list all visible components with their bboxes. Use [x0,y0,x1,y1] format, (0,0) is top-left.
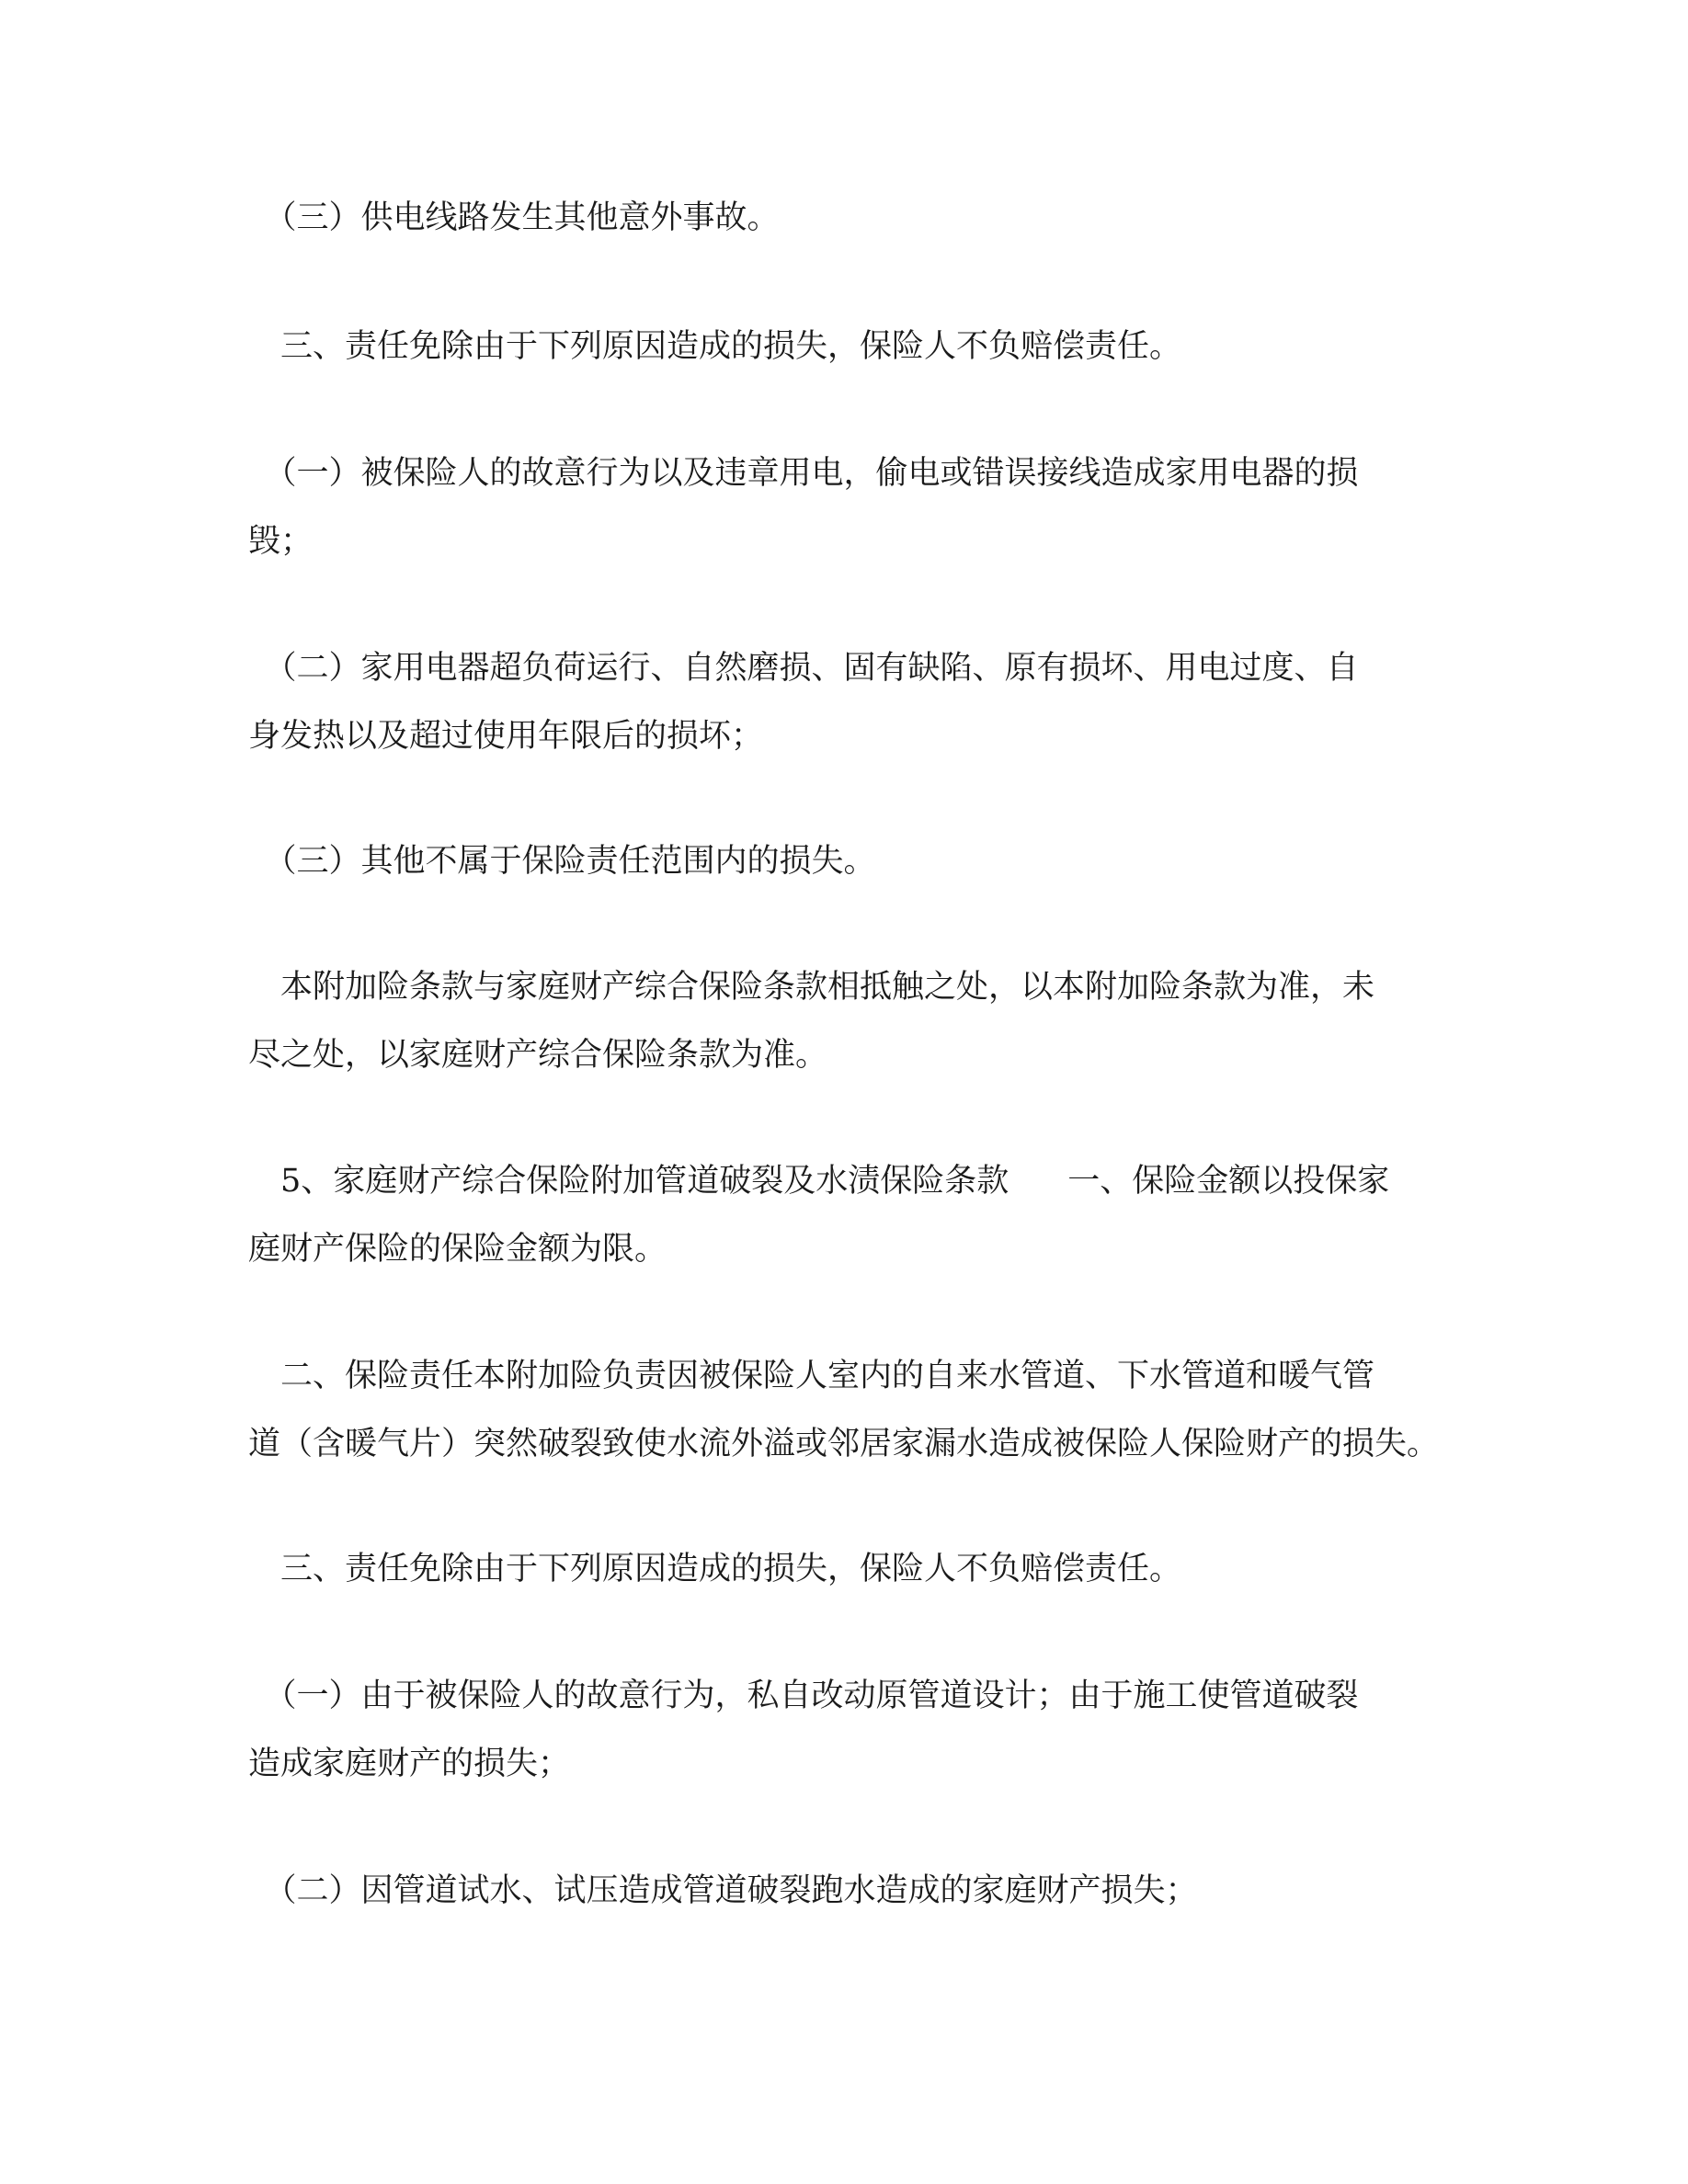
text-line: 本附加险条款与家庭财产综合保险条款相抵触之处，以本附加险条款为准，未 [248,969,1375,1006]
text-line: 毁； [248,523,314,560]
text-line: 三、责任免除由于下列原因造成的损失，保险人不负赔偿责任。 [248,328,1182,365]
paragraph-pipe-burst-clause [248,1147,1443,1283]
paragraph-conflict-clause [248,953,1443,1089]
clause-title: 5、家庭财产综合保险附加管道破裂及水渍保险条款 [248,1163,1009,1200]
paragraph-power-line-accident [248,184,1443,252]
text-line: 尽之处，以家庭财产综合保险条款为准。 [248,1037,828,1074]
paragraph-liability-scope [248,1342,1443,1478]
paragraph-exclusions-heading-2 [248,1535,1443,1603]
text-line: 三、责任免除由于下列原因造成的损失，保险人不负赔偿责任。 [248,1551,1182,1587]
paragraph-exclusions-heading [248,313,1443,381]
paragraph-exclusion-intentional [248,439,1443,575]
text-line: 身发热以及超过使用年限后的损坏； [248,718,764,755]
paragraph-exclusion-pressure-test [248,1857,1443,1925]
text-line: （一）由于被保险人的故意行为，私自改动原管道设计；由于施工使管道破裂 [248,1678,1359,1714]
text-line: 道（含暖气片）突然破裂致使水流外溢或邻居家漏水造成被保险人保险财产的损失。 [248,1426,1440,1462]
text-line [248,1147,1443,1215]
text-line: （二）家用电器超负荷运行、自然磨损、固有缺陷、原有损坏、用电过度、自 [248,650,1359,687]
text-line: （一）被保险人的故意行为以及违章用电，偷电或错误接线造成家用电器的损 [248,455,1359,492]
text-line: （二）因管道试水、试压造成管道破裂跑水造成的家庭财产损失； [248,1872,1198,1909]
text-line: 庭财产保险的保险金额为限。 [248,1231,667,1268]
text-line: 造成家庭财产的损失； [248,1746,571,1782]
text-line: 二、保险责任本附加险负责因被保险人室内的自来水管道、下水管道和暖气管 [248,1358,1375,1394]
paragraph-exclusion-other [248,827,1443,895]
paragraph-exclusion-modification [248,1662,1443,1798]
text-line: （三）其他不属于保险责任范围内的损失。 [248,843,876,880]
paragraph-exclusion-overload [248,634,1443,770]
text-line: （三）供电线路发生其他意外事故。 [248,199,780,236]
clause-sum-insured: 一、保险金额以投保家 [1067,1163,1390,1200]
